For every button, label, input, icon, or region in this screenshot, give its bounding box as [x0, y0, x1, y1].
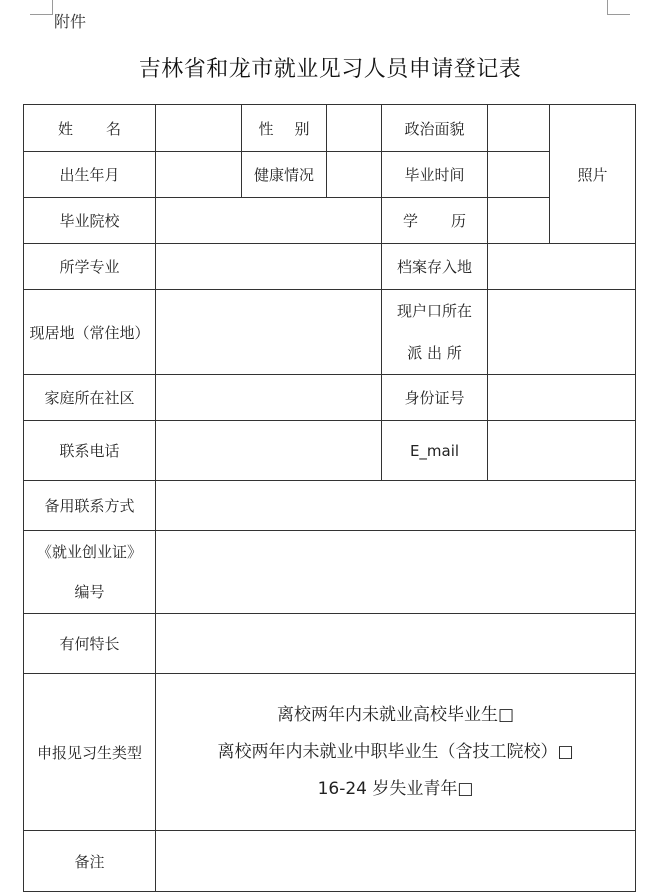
input-gender[interactable] — [327, 105, 382, 152]
label-education — [382, 198, 488, 244]
trainee-option-vocational-graduate[interactable]: 离校两年内未就业中职毕业生（含技工院校）□ — [217, 741, 574, 762]
label-health: 健康情况 — [242, 152, 327, 198]
form-row-11 — [24, 674, 636, 831]
attachment-label: 附件 — [54, 12, 87, 31]
label-gender-part2: 别 — [294, 119, 310, 138]
form-row-1 — [24, 105, 636, 152]
label-trainee-type: 申报见习生类型 — [24, 674, 156, 831]
label-education-part1: 学 — [402, 212, 418, 230]
form-title: 吉林省和龙市就业见习人员申请登记表 — [138, 57, 522, 82]
form-row-10 — [24, 614, 636, 674]
input-backup-contact[interactable] — [156, 481, 636, 531]
trainee-option-college-graduate[interactable]: 离校两年内未就业高校毕业生□ — [276, 704, 515, 725]
input-phone[interactable] — [156, 421, 382, 481]
label-phone: 联系电话 — [24, 421, 156, 481]
label-gender-part1: 性 — [258, 119, 274, 138]
label-name-part1: 姓 — [57, 119, 73, 138]
label-id-number: 身份证号 — [382, 375, 488, 421]
input-specialty[interactable] — [156, 614, 636, 674]
label-graduation-time: 毕业时间 — [382, 152, 488, 198]
input-political-status[interactable] — [488, 105, 550, 152]
input-major[interactable] — [156, 244, 382, 290]
trainee-option-unemployed-youth[interactable]: 16-24 岁失业青年□ — [317, 778, 474, 799]
label-school: 毕业院校 — [24, 198, 156, 244]
input-id-number[interactable] — [488, 375, 636, 421]
label-residence: 现居地（常住地） — [24, 290, 156, 375]
input-graduation-time[interactable] — [488, 152, 550, 198]
registration-form-table — [23, 104, 636, 892]
label-name-part2: 名 — [106, 119, 122, 138]
label-backup-contact: 备用联系方式 — [24, 481, 156, 531]
form-row-2 — [24, 152, 636, 198]
input-residence[interactable] — [156, 290, 382, 375]
label-major: 所学专业 — [24, 244, 156, 290]
label-hukou-police-station — [382, 290, 488, 375]
label-employment-certificate — [24, 531, 156, 614]
label-archive-location: 档案存入地 — [382, 244, 488, 290]
input-email[interactable] — [488, 421, 636, 481]
label-name — [24, 105, 156, 152]
input-school[interactable] — [156, 198, 382, 244]
label-cert-line2: 编号 — [74, 583, 105, 601]
input-birth-date[interactable] — [156, 152, 242, 198]
label-hukou-line2: 派 出 所 — [407, 344, 462, 362]
input-hukou-police-station[interactable] — [488, 290, 636, 375]
form-row-6 — [24, 375, 636, 421]
form-row-9 — [24, 531, 636, 614]
photo-box[interactable]: 照片 — [550, 105, 636, 244]
input-employment-certificate[interactable] — [156, 531, 636, 614]
label-cert-line1: 《就业创业证》 — [36, 543, 142, 561]
form-row-12 — [24, 831, 636, 892]
form-row-7 — [24, 421, 636, 481]
input-education[interactable] — [488, 198, 550, 244]
input-name[interactable] — [156, 105, 242, 152]
input-community[interactable] — [156, 375, 382, 421]
form-row-3 — [24, 198, 636, 244]
label-specialty: 有何特长 — [24, 614, 156, 674]
label-community: 家庭所在社区 — [24, 375, 156, 421]
label-political-status: 政治面貌 — [382, 105, 488, 152]
label-education-part2: 历 — [451, 212, 467, 230]
label-birth-date: 出生年月 — [24, 152, 156, 198]
trainee-type-options — [156, 674, 636, 831]
form-row-4 — [24, 244, 636, 290]
label-email: E_mail — [382, 421, 488, 481]
input-health[interactable] — [327, 152, 382, 198]
form-row-5 — [24, 290, 636, 375]
input-archive-location[interactable] — [488, 244, 636, 290]
input-remarks[interactable] — [156, 831, 636, 892]
label-remarks: 备注 — [24, 831, 156, 892]
corner-crop-mark-right — [607, 0, 630, 15]
label-hukou-line1: 现户口所在 — [396, 302, 472, 320]
label-gender — [242, 105, 327, 152]
form-row-8 — [24, 481, 636, 531]
corner-crop-mark-left — [30, 0, 53, 15]
